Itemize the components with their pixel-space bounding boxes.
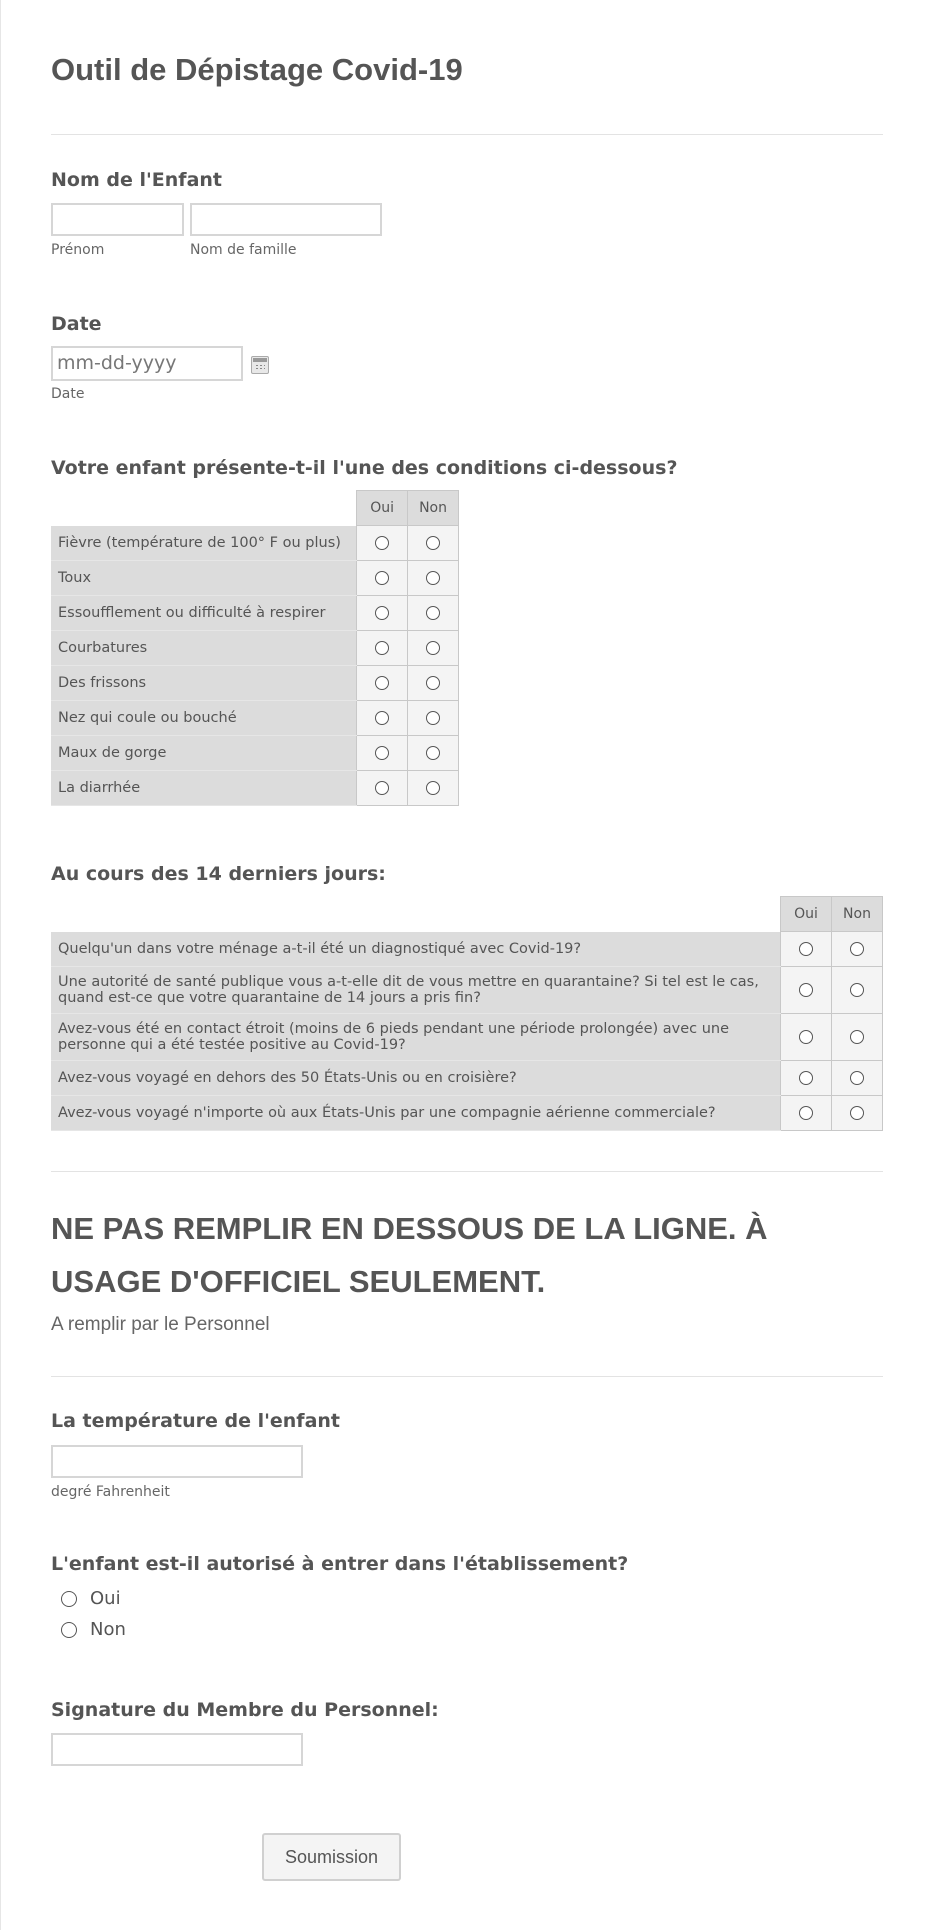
radio-button[interactable] — [850, 1071, 864, 1085]
col-header-non: Non — [408, 491, 459, 526]
matrix-cell-non[interactable] — [408, 736, 459, 771]
calendar-icon[interactable] — [251, 356, 269, 374]
matrix-row-label: Une autorité de santé publique vous a-t-elle dit de vous mettre en quarantaine? Si tel est le cas, quand est-ce que votre quarantaine de 14 jours a pris fin? — [51, 967, 781, 1014]
conditions-matrix — [51, 490, 459, 806]
date-input[interactable]: mm-dd-yyyy — [51, 346, 243, 381]
matrix-row-label: Toux — [51, 561, 357, 596]
matrix-cell-oui[interactable] — [781, 1061, 832, 1096]
option-label: Oui — [90, 1588, 121, 1609]
matrix-cell-oui[interactable] — [357, 701, 408, 736]
col-header-oui: Oui — [781, 897, 832, 932]
matrix-row-label: La diarrhée — [51, 771, 357, 806]
matrix-row — [51, 932, 883, 967]
matrix-cell-non[interactable] — [832, 1096, 883, 1131]
matrix-row — [51, 967, 883, 1014]
matrix-cell-non[interactable] — [832, 1061, 883, 1096]
child-name-label: Nom de l'Enfant — [51, 169, 222, 191]
radio-button[interactable] — [799, 1106, 813, 1120]
matrix-row-label: Nez qui coule ou bouché — [51, 701, 357, 736]
radio-button[interactable] — [61, 1622, 77, 1638]
matrix-cell-non[interactable] — [832, 1014, 883, 1061]
date-sublabel: Date — [51, 386, 85, 402]
matrix-cell-oui[interactable] — [357, 631, 408, 666]
signature-label: Signature du Membre du Personnel: — [51, 1699, 439, 1721]
radio-button[interactable] — [426, 676, 440, 690]
radio-button[interactable] — [375, 746, 389, 760]
matrix-cell-oui[interactable] — [781, 1014, 832, 1061]
radio-button[interactable] — [426, 781, 440, 795]
matrix-row-label: Fièvre (température de 100° F ou plus) — [51, 526, 357, 561]
matrix-row-label: Essoufflement ou difficulté à respirer — [51, 596, 357, 631]
matrix-cell-non[interactable] — [408, 561, 459, 596]
radio-button[interactable] — [426, 536, 440, 550]
radio-button[interactable] — [426, 746, 440, 760]
first-name-input[interactable] — [51, 203, 184, 236]
matrix-row-label: Maux de gorge — [51, 736, 357, 771]
matrix-cell-non[interactable] — [408, 666, 459, 701]
radio-button[interactable] — [850, 1106, 864, 1120]
matrix-cell-oui[interactable] — [781, 1096, 832, 1131]
col-header-oui: Oui — [357, 491, 408, 526]
divider — [51, 1171, 883, 1172]
radio-button[interactable] — [375, 571, 389, 585]
matrix-row — [51, 1096, 883, 1131]
last14-matrix — [51, 896, 883, 1131]
matrix-cell-non[interactable] — [408, 701, 459, 736]
radio-button[interactable] — [375, 781, 389, 795]
matrix-row-label: Des frissons — [51, 666, 357, 701]
radio-button[interactable] — [426, 711, 440, 725]
last-name-input[interactable] — [190, 203, 382, 236]
matrix-row — [51, 596, 459, 631]
matrix-cell-oui[interactable] — [357, 736, 408, 771]
radio-button[interactable] — [375, 641, 389, 655]
radio-button[interactable] — [799, 983, 813, 997]
matrix-row — [51, 1014, 883, 1061]
radio-button[interactable] — [375, 606, 389, 620]
temperature-input[interactable] — [51, 1445, 303, 1478]
radio-button[interactable] — [426, 571, 440, 585]
radio-button[interactable] — [799, 942, 813, 956]
signature-input[interactable] — [51, 1733, 303, 1766]
last14-label: Au cours des 14 derniers jours: — [51, 863, 386, 885]
matrix-row-label: Quelqu'un dans votre ménage a-t-il été un diagnostiqué avec Covid-19? — [51, 932, 781, 967]
matrix-row-label: Avez-vous voyagé n'importe où aux États-Unis par une compagnie aérienne commerciale? — [51, 1096, 781, 1131]
matrix-cell-oui[interactable] — [781, 967, 832, 1014]
authorized-label: L'enfant est-il autorisé à entrer dans l'établissement? — [51, 1553, 629, 1575]
radio-button[interactable] — [61, 1591, 77, 1607]
official-subheading: A remplir par le Personnel — [51, 1314, 270, 1335]
matrix-cell-non[interactable] — [832, 967, 883, 1014]
authorized-option-non[interactable] — [61, 1619, 126, 1640]
temperature-sublabel: degré Fahrenheit — [51, 1484, 170, 1500]
form-title: Outil de Dépistage Covid-19 — [51, 52, 463, 87]
radio-button[interactable] — [850, 983, 864, 997]
authorized-option-oui[interactable] — [61, 1588, 121, 1609]
radio-button[interactable] — [426, 641, 440, 655]
conditions-label: Votre enfant présente-t-il l'une des conditions ci-dessous? — [51, 457, 678, 479]
radio-button[interactable] — [375, 711, 389, 725]
radio-button[interactable] — [799, 1030, 813, 1044]
matrix-cell-oui[interactable] — [357, 666, 408, 701]
matrix-row-label: Courbatures — [51, 631, 357, 666]
matrix-cell-non[interactable] — [832, 932, 883, 967]
divider — [51, 1376, 883, 1377]
first-name-sublabel: Prénom — [51, 242, 105, 258]
matrix-cell-oui[interactable] — [357, 771, 408, 806]
col-header-non: Non — [832, 897, 883, 932]
radio-button[interactable] — [426, 606, 440, 620]
matrix-row — [51, 526, 459, 561]
matrix-row — [51, 701, 459, 736]
radio-button[interactable] — [799, 1071, 813, 1085]
temperature-label: La température de l'enfant — [51, 1410, 341, 1432]
matrix-row-label: Avez-vous été en contact étroit (moins de 6 pieds pendant une période prolongée) avec une personne qui a été testée positive au Covid-19? — [51, 1014, 781, 1061]
matrix-cell-non[interactable] — [408, 596, 459, 631]
matrix-row-label: Avez-vous voyagé en dehors des 50 États-Unis ou en croisière? — [51, 1061, 781, 1096]
radio-button[interactable] — [375, 536, 389, 550]
last-name-sublabel: Nom de famille — [190, 242, 297, 258]
matrix-row — [51, 631, 459, 666]
matrix-cell-oui[interactable] — [781, 932, 832, 967]
matrix-row — [51, 1061, 883, 1096]
matrix-row — [51, 561, 459, 596]
radio-button[interactable] — [850, 1030, 864, 1044]
matrix-cell-oui[interactable] — [357, 526, 408, 561]
date-label: Date — [51, 313, 102, 335]
matrix-row — [51, 771, 459, 806]
matrix-cell-non[interactable] — [408, 771, 459, 806]
matrix-cell-non[interactable] — [408, 526, 459, 561]
official-heading: NE PAS REMPLIR EN DESSOUS DE LA LIGNE. À USAGE D'OFFICIEL SEULEMENT. — [51, 1211, 768, 1299]
matrix-row — [51, 736, 459, 771]
matrix-cell-oui[interactable] — [357, 561, 408, 596]
matrix-cell-non[interactable] — [408, 631, 459, 666]
radio-button[interactable] — [850, 942, 864, 956]
matrix-row — [51, 666, 459, 701]
divider — [51, 134, 883, 135]
option-label: Non — [90, 1619, 126, 1640]
matrix-cell-oui[interactable] — [357, 596, 408, 631]
radio-button[interactable] — [375, 676, 389, 690]
submit-button[interactable]: Soumission — [262, 1833, 401, 1881]
